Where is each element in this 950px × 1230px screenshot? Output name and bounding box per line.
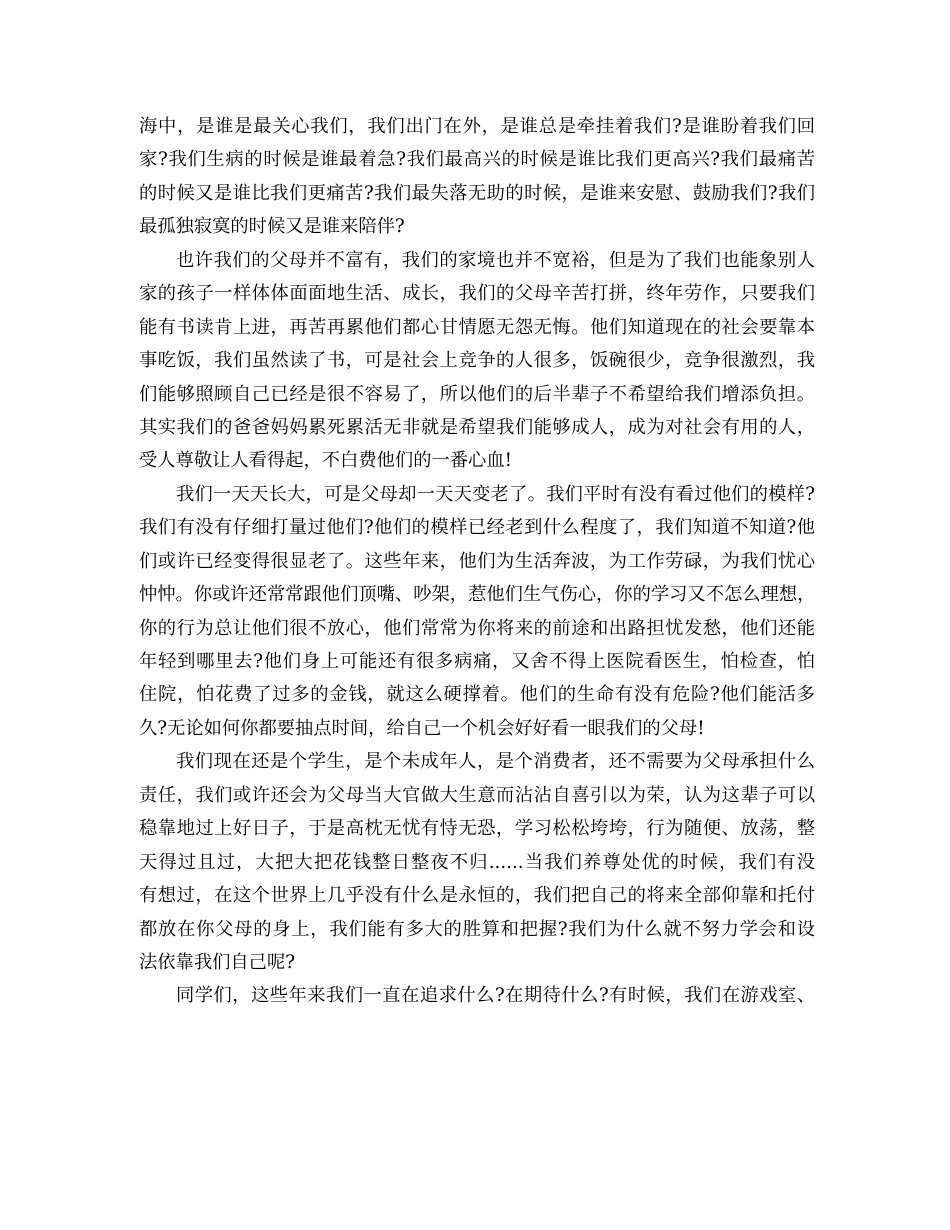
paragraph — [139, 979, 815, 1012]
text-line: 海中，是谁是最关心我们，我们出门在外，是谁总是牵挂着我们?是谁盼着我们回 — [139, 116, 815, 137]
text-line: 家?我们生病的时候是谁最着急?我们最高兴的时候是谁比我们更高兴?我们最痛苦 — [139, 149, 815, 171]
paragraph — [139, 244, 815, 478]
paragraph — [139, 745, 815, 979]
text-line: 能有书读肯上进，再苦再累他们都心甘情愿无怨无悔。他们知道现在的社会要靠本 — [139, 316, 815, 338]
text-line: 受人尊敬让人看得起，不白费他们的一番心血! — [139, 450, 512, 472]
text-line: 同学们，这些年来我们一直在追求什么?在期待什么?有时候，我们在游戏室、 — [176, 985, 815, 1007]
text-line: 其实我们的爸爸妈妈累死累活无非就是希望我们能够成人，成为对社会有用的人， — [139, 416, 815, 438]
text-line: 事吃饭，我们虽然读了书，可是社会上竞争的人很多，饭碗很少，竞争很激烈，我 — [139, 350, 815, 372]
text-line: 们能够照顾自己已经是很不容易了，所以他们的后半辈子不希望给我们增添负担。 — [139, 383, 815, 405]
paragraph — [139, 110, 815, 244]
text-line: 责任，我们或许还会为父母当大官做大生意而沾沾自喜引以为荣，认为这辈子可以 — [139, 784, 815, 806]
text-line: 我们有没有仔细打量过他们?他们的模样已经老到什么程度了，我们知道不知道?他 — [139, 517, 815, 539]
text-line: 久?无论如何你都要抽点时间，给自己一个机会好好看一眼我们的父母! — [139, 717, 705, 739]
text-line: 年轻到哪里去?他们身上可能还有很多病痛，又舍不得上医院看医生，怕检查，怕 — [139, 651, 815, 672]
text-line: 我们现在还是个学生，是个未成年人，是个消费者，还不需要为父母承担什么 — [176, 751, 815, 773]
text-line: 有想过，在这个世界上几乎没有什么是永恒的，我们把自己的将来全部仰靠和托付 — [139, 885, 815, 907]
text-line: 住院，怕花费了过多的金钱，就这么硬撑着。他们的生命有没有危险?他们能活多 — [139, 684, 815, 706]
text-line: 我们一天天长大，可是父母却一天天变老了。我们平时有没有看过他们的模样? — [176, 483, 815, 505]
text-line: 家的孩子一样体体面面地生活、成长，我们的父母辛苦打拼，终年劳作，只要我们 — [139, 283, 815, 305]
text-line: 天得过且过，大把大把花钱整日整夜不归......当我们养尊处优的时候，我们有没 — [139, 851, 815, 873]
text-line: 也许我们的父母并不富有，我们的家境也并不宽裕，但是为了我们也能象别人 — [176, 249, 815, 271]
text-line: 稳靠地过上好日子，于是高枕无忧有恃无恐，学习松松垮垮，行为随便、放荡，整 — [139, 818, 815, 840]
text-line: 最孤独寂寞的时候又是谁来陪伴? — [139, 216, 405, 238]
text-line: 们或许已经变得很显老了。这些年来，他们为生活奔波，为工作劳碌，为我们忧心 — [139, 550, 815, 572]
document-body — [139, 110, 815, 1013]
text-line: 法依靠我们自己呢? — [139, 951, 296, 973]
text-line: 你的行为总让他们很不放心，他们常常为你将来的前途和出路担忧发愁，他们还能 — [139, 617, 815, 639]
text-line: 都放在你父母的身上，我们能有多大的胜算和把握?我们为什么就不努力学会和设 — [139, 918, 815, 940]
paragraph — [139, 478, 815, 746]
text-line: 的时候又是谁比我们更痛苦?我们最失落无助的时候，是谁来安慰、鼓励我们?我们 — [139, 182, 815, 204]
text-line: 忡忡。你或许还常常跟他们顶嘴、吵架，惹他们生气伤心，你的学习又不怎么理想， — [139, 584, 816, 606]
